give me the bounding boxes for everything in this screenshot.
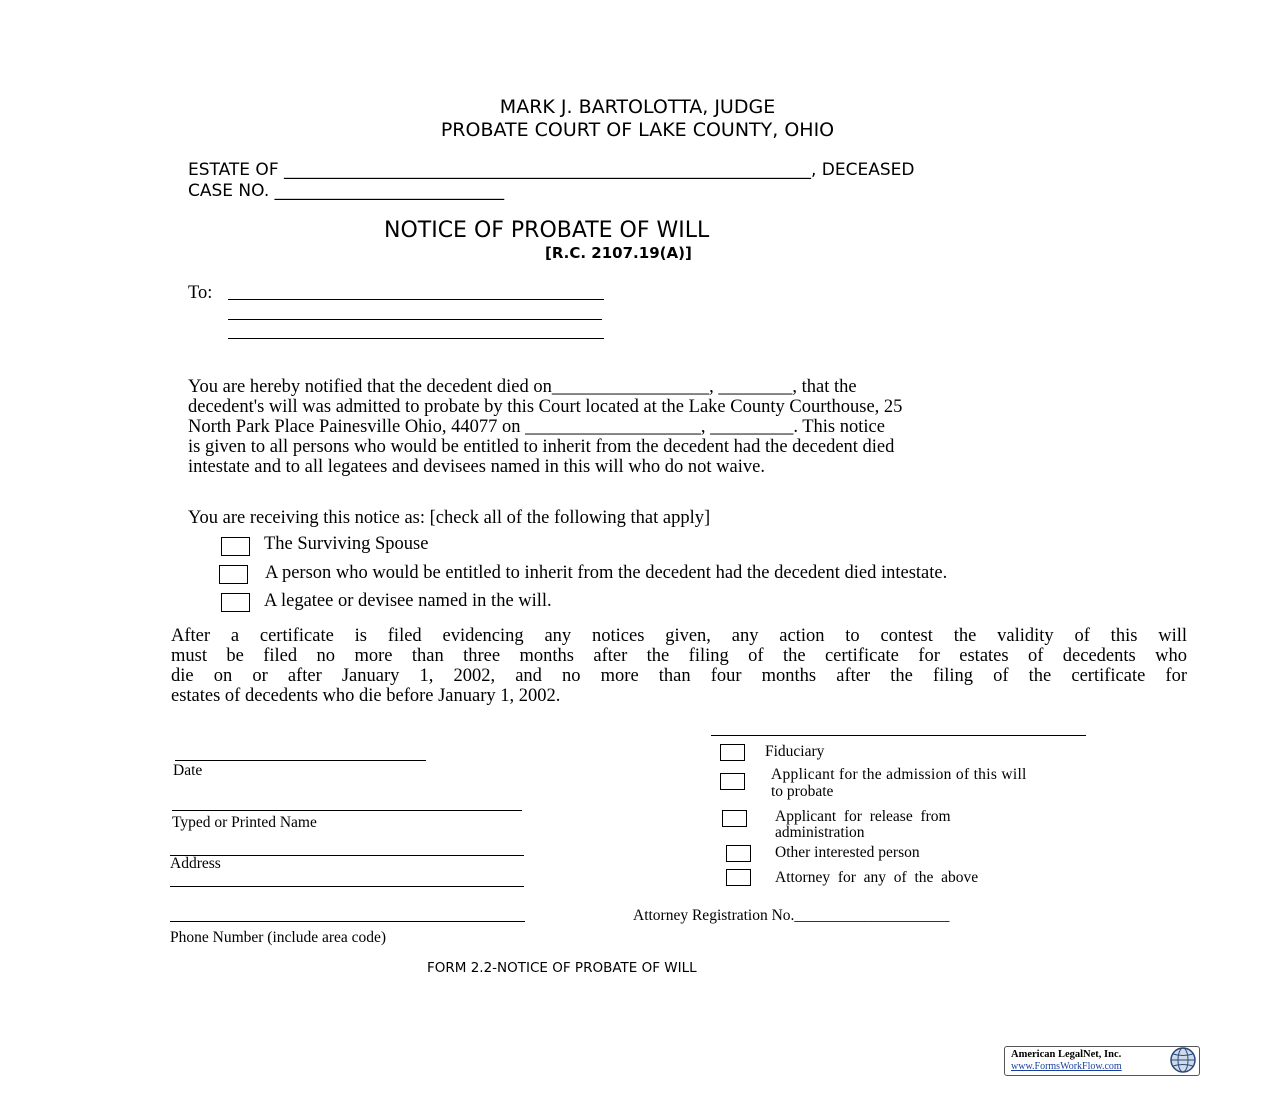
contest-line: After a certificate is filed evidencing any notices given, any action to contest the validity of this will (171, 626, 1187, 646)
applicant-admission-label-2: to probate (771, 783, 834, 800)
fiduciary-label: Fiduciary (765, 743, 825, 760)
form-footer: FORM 2.2-NOTICE OF PROBATE OF WILL (427, 960, 697, 976)
contest-line: must be filed no more than three months after the filing of the certificate for estates of decedents who (171, 646, 1187, 666)
address-label: Address (170, 855, 221, 872)
recipient-line-2[interactable] (228, 319, 602, 320)
judge-name: MARK J. BARTOLOTTA, JUDGE (499, 96, 776, 118)
address-line-2[interactable] (170, 886, 524, 887)
address-line-1[interactable] (170, 855, 524, 856)
globe-icon (1169, 1046, 1197, 1074)
form-title: NOTICE OF PROBATE OF WILL (384, 218, 710, 243)
name-line[interactable] (172, 810, 522, 811)
notice-line: North Park Place Painesville Ohio, 44077 on ___________________, _________. This notice (188, 417, 885, 437)
attorney-checkbox[interactable] (726, 869, 751, 886)
phone-line[interactable] (170, 921, 525, 922)
publisher-logo (1004, 1046, 1200, 1076)
other-interested-label: Other interested person (775, 844, 920, 861)
name-label: Typed or Printed Name (172, 814, 317, 831)
contest-line: die on or after January 1, 2002, and no more than four months after the filing of the certificate for (171, 666, 1187, 686)
other-interested-checkbox[interactable] (726, 845, 751, 862)
applicant-release-label: Applicant for release from (775, 808, 951, 825)
legatee-label: A legatee or devisee named in the will. (264, 591, 552, 611)
estate-of-line[interactable]: ESTATE OF ______________________________________________________________, DECEASED (188, 160, 915, 180)
notice-paragraph (188, 377, 1163, 477)
recipient-line-3[interactable] (228, 338, 604, 339)
surviving-spouse-label: The Surviving Spouse (264, 534, 429, 554)
notice-line: You are hereby notified that the decedent died on_________________, ________, that the (188, 377, 857, 397)
signature-line[interactable] (711, 735, 1086, 736)
logo-url[interactable]: www.FormsWorkFlow.com (1011, 1061, 1122, 1072)
to-label: To: (188, 283, 213, 303)
notice-line: intestate and to all legatees and devisees named in this will who do not waive. (188, 457, 765, 477)
applicant-admission-checkbox[interactable] (720, 773, 745, 790)
recipient-line-1[interactable] (228, 299, 604, 300)
receiving-prompt: You are receiving this notice as: [check all of the following that apply] (188, 508, 711, 528)
applicant-release-label-2: administration (775, 824, 865, 841)
notice-line: decedent's will was admitted to probate by this Court located at the Lake County Courthouse, 25 (188, 397, 903, 417)
contest-line-last: estates of decedents who die before January 1, 2002. (171, 686, 561, 706)
date-line[interactable] (175, 760, 426, 761)
applicant-release-checkbox[interactable] (722, 810, 747, 827)
logo-company-name: American LegalNet, Inc. (1011, 1049, 1122, 1060)
attorney-registration[interactable]: Attorney Registration No.____________________ (633, 907, 950, 924)
date-label: Date (173, 762, 203, 779)
surviving-spouse-checkbox[interactable] (221, 537, 250, 556)
fiduciary-checkbox[interactable] (720, 744, 745, 761)
legatee-checkbox[interactable] (221, 593, 250, 612)
statute-reference: [R.C. 2107.19(A)] (545, 244, 692, 262)
case-number-line[interactable]: CASE NO. ___________________________ (188, 181, 505, 201)
heir-label: A person who would be entitled to inherit from the decedent had the decedent died intestate. (265, 563, 948, 583)
notice-line: is given to all persons who would be entitled to inherit from the decedent had the decedent died (188, 437, 895, 457)
phone-label: Phone Number (include area code) (170, 929, 387, 946)
attorney-label: Attorney for any of the above (775, 869, 979, 886)
heir-checkbox[interactable] (219, 565, 248, 584)
applicant-admission-label: Applicant for the admission of this will (771, 766, 1027, 783)
contest-paragraph (171, 626, 1187, 706)
court-name: PROBATE COURT OF LAKE COUNTY, OHIO (440, 119, 835, 141)
